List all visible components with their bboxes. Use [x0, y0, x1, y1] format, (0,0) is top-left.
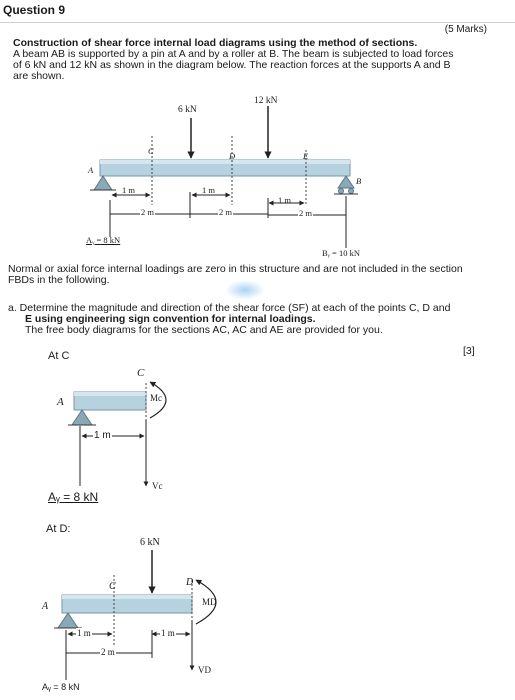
main-point-a: A: [88, 165, 94, 175]
main-reaction-b: Bᵧ = 10 kN: [322, 248, 360, 258]
main-dim-2m-c: 2 m: [299, 208, 312, 218]
main-dim-1m-b: 1 m: [202, 185, 215, 195]
note-line-2: FBDs in the following.: [8, 274, 110, 286]
fbd-c-dim: 1 m: [94, 430, 111, 441]
main-beam-diagram: [0, 0, 515, 270]
main-point-c: C: [148, 146, 154, 156]
fbd-d-point-c: C: [109, 581, 116, 592]
blue-highlight-mark: [225, 280, 265, 300]
fbd-d-load-label: 6 kN: [140, 537, 160, 548]
question-marks: (5 Marks): [444, 24, 487, 35]
fbd-d-dim-2m: 2 m: [101, 647, 115, 657]
main-dim-2m-a: 2 m: [141, 207, 154, 217]
note-line-1: Normal or axial force internal loadings are zero in this structure and are not included in the section: [8, 263, 463, 275]
main-dim-1m-a: 1 m: [122, 185, 135, 195]
fbd-c-point-c: C: [137, 367, 145, 379]
fbd-d-point-a: A: [42, 601, 49, 612]
main-load-6kn-label: 6 kN: [178, 105, 197, 115]
question-body-line-3: are shown.: [13, 70, 65, 82]
question-title: Question 9: [3, 3, 66, 17]
main-point-e: E: [303, 151, 309, 161]
fbd-d-label: At D:: [46, 523, 71, 535]
question-heading: Construction of shear force internal load diagrams using the method of sections.: [13, 37, 418, 49]
fbd-c-point-a: A: [57, 396, 64, 408]
main-dim-1m-c: 1 m: [278, 195, 291, 205]
fbd-c-reaction: Aᵧ = 8 kN: [48, 490, 99, 504]
fbd-c-moment-label: Mc: [150, 393, 162, 403]
part-a-marks: [3]: [463, 345, 475, 357]
fbd-d-shear-label: VD: [198, 665, 211, 675]
main-point-b: B: [356, 176, 362, 186]
pin-support-a: [94, 176, 112, 190]
fbd-c-shear-label: Vc: [152, 481, 163, 491]
roller-support-b: [338, 176, 354, 188]
part-a-line-3: The free body diagrams for the sections AC, AC and AE are provided for you.: [25, 324, 383, 336]
main-reaction-a: Aᵧ = 8 kN: [86, 235, 121, 245]
fbd-d-diagram: [0, 540, 515, 700]
fbd-d-moment-label: MD: [202, 597, 217, 607]
fbd-c-pin-support: [72, 410, 92, 425]
part-a-line-1: a. Determine the magnitude and direction of the shear force (SF) at each of the points C, D and: [8, 302, 451, 314]
fbd-d-pin-support: [58, 613, 78, 628]
fbd-d-dim-1m-b: 1 m: [161, 628, 175, 638]
fbd-c-label: At C: [48, 350, 70, 362]
fbd-d-dim-1m-a: 1 m: [77, 628, 91, 638]
main-point-d: D: [229, 151, 236, 161]
part-a-line-2: E using engineering sign convention for internal loadings.: [25, 313, 316, 325]
fbd-d-reaction: Aᵧ = 8 kN: [42, 682, 80, 692]
question-body-line-2: of 6 kN and 12 kN as shown in the diagram below. The reaction forces at the supports A and B: [13, 59, 451, 71]
main-load-12kn-label: 12 kN: [254, 96, 278, 106]
fbd-d-point-d: D: [186, 577, 194, 588]
question-body-line-1: A beam AB is supported by a pin at A and by a roller at B. The beam is subjected to load forces: [13, 48, 454, 60]
main-dim-2m-b: 2 m: [219, 207, 232, 217]
